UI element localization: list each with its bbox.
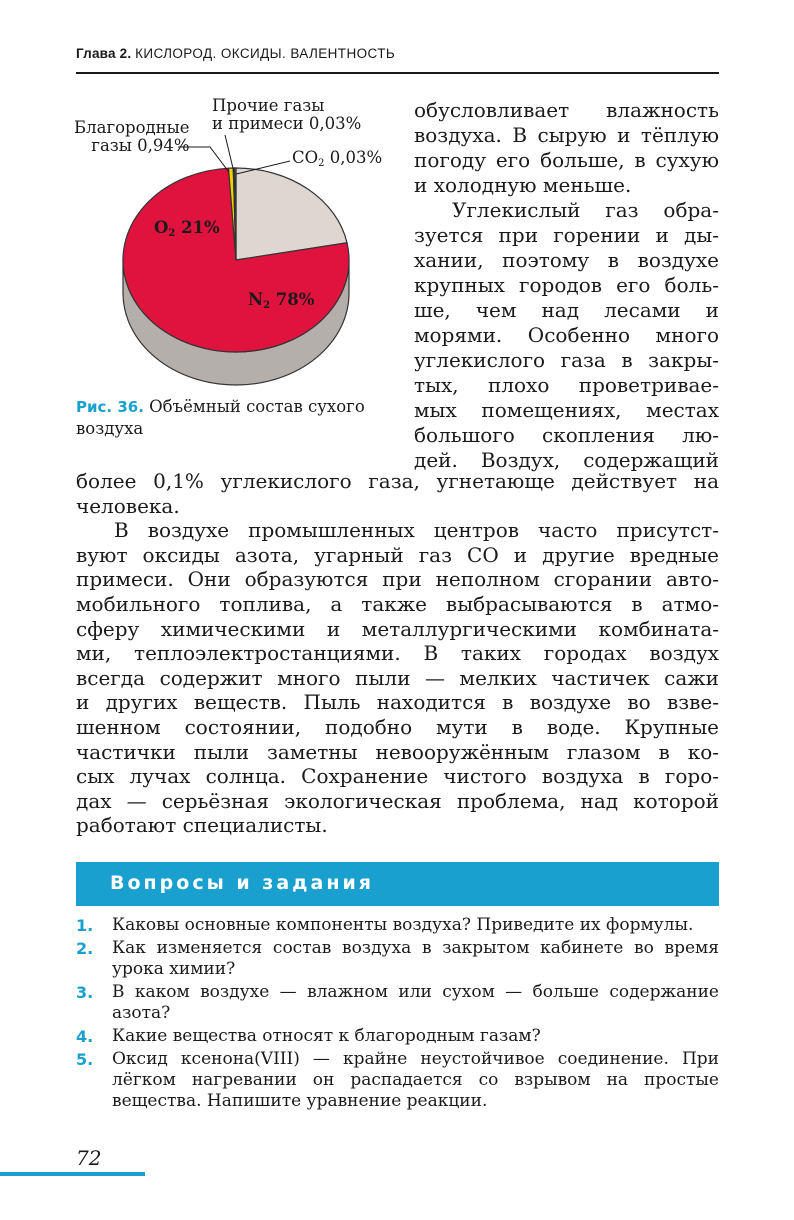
question-number: 1. [76,916,94,935]
body-paragraphs [76,469,719,838]
body-line: работают специалисты. [76,813,328,838]
question-item [76,1049,719,1112]
right-column-line: ше, чем над лесами и [414,298,719,322]
figure-caption [76,396,376,439]
right-column-text [414,98,719,473]
right-column-line: хании, поэтому в воздухе [414,248,719,272]
question-number: 4. [76,1027,94,1046]
question-item [76,915,719,936]
label-other-gases [212,97,361,133]
pie-chart-figure [60,95,400,395]
body-line: и других веществ. Пыль находится в воздухе во взве- [76,690,719,715]
question-item [76,1026,719,1047]
question-text: В каком воздухе — влажном или сухом — больше содержание азота? [112,982,719,1023]
question-number: 5. [76,1050,94,1069]
question-text: Как изменяется состав воздуха в закрытом кабинете во время урока химии? [112,938,719,979]
body-line: всегда содержит много пыли — мелких частичек сажи [76,665,719,690]
page-number: 72 [76,1146,102,1170]
body-line: В воздухе промышленных центров часто присутст- [114,518,719,543]
label-n2-subscript: 2 [263,300,271,311]
body-line: дах — серьёзная экологическая проблема, над которой [76,788,719,813]
right-column-line: мых помещениях, местах [414,398,719,422]
page-footer-line [0,1172,145,1176]
right-column-line: обусловливает влажность [414,98,719,122]
question-text: Оксид ксенона(VIII) — крайне неустойчивое соединение. При лёгком нагревании он распадается со взрывом на простые вещества. Напишите уравнение реакции. [112,1049,719,1111]
figure-number: Рис. 36. [76,398,144,416]
right-column-line: дей. Воздух, содержащий [414,448,719,472]
right-column-line: тых, плохо проветривае- [414,373,719,397]
right-column-line: погоду его больше, в сухую [414,148,719,172]
question-number: 2. [76,939,94,958]
body-line: шенном состоянии, подобно мути в воде. Крупные [76,714,719,739]
question-text: Каковы основные компоненты воздуха? Приведите их формулы. [112,915,694,935]
question-text: Какие вещества относят к благородным газам? [112,1026,541,1046]
label-n2-formula: N [248,290,264,309]
right-column-line: большого скопления лю- [414,423,719,447]
body-line: человека. [76,493,180,518]
right-column-line: и холодную меньше. [414,173,632,197]
chapter-title: КИСЛОРОД. ОКСИДЫ. ВАЛЕНТНОСТЬ [135,46,396,61]
questions-header-title: Вопросы и задания [110,872,374,894]
label-o2-formula: O [154,218,169,237]
right-column-line: воздуха. В сырую и тёплую [414,123,719,147]
label-co2-subscript: 2 [318,158,325,169]
chapter-number: Глава 2. [76,46,132,61]
label-o2-subscript: 2 [168,228,176,239]
label-n2 [248,291,314,315]
right-column-line: зуется при горении и ды- [414,223,719,247]
label-noble-line1: Благородные [74,118,190,137]
label-other-line1: Прочие газы [212,96,325,115]
body-line: примеси. Они образуются при неполном сгорании авто- [76,567,719,592]
right-column-line: крупных городов его боль- [414,273,719,297]
label-noble-line2: газы 0,94% [91,136,190,155]
figure-caption-text: Объёмный состав сухого воздуха [76,397,365,438]
questions-header-bar [76,862,719,906]
label-o2-value: 21% [175,218,220,237]
questions-list [76,915,719,1114]
right-column-line: Углекислый газ обра- [452,198,719,222]
chapter-header [76,46,719,74]
question-item [76,938,719,980]
leader-line-other-gases [225,135,234,172]
body-line: более 0,1% углекислого газа, угнетающе действует на [76,469,719,493]
body-line: сых лучах солнца. Сохранение чистого воздуха в горо- [76,764,719,789]
body-line: частички пыли заметны невооружённым глазом в ко- [76,739,719,764]
right-column-line: морями. Особенно много [414,323,719,347]
body-line: вуют оксиды азота, угарный газ СО и другие вредные [76,542,719,567]
label-noble-gases [74,119,190,155]
label-o2 [154,219,220,243]
label-n2-value: 78% [270,290,315,309]
body-line: мобильного топлива, а также выбрасываются в атмо- [76,591,719,616]
label-co2-formula: CO [292,148,319,167]
question-item [76,982,719,1024]
question-number: 3. [76,983,94,1002]
body-line: сферу химическими и металлургическими комбината- [76,616,719,641]
label-co2-value: 0,03% [324,148,383,167]
right-column-line: углекислого газа в закры- [414,348,719,372]
label-other-line2: и примеси 0,03% [212,114,362,133]
label-co2 [292,149,382,173]
body-line: ми, теплоэлектростанциями. В таких городах воздух [76,641,719,666]
